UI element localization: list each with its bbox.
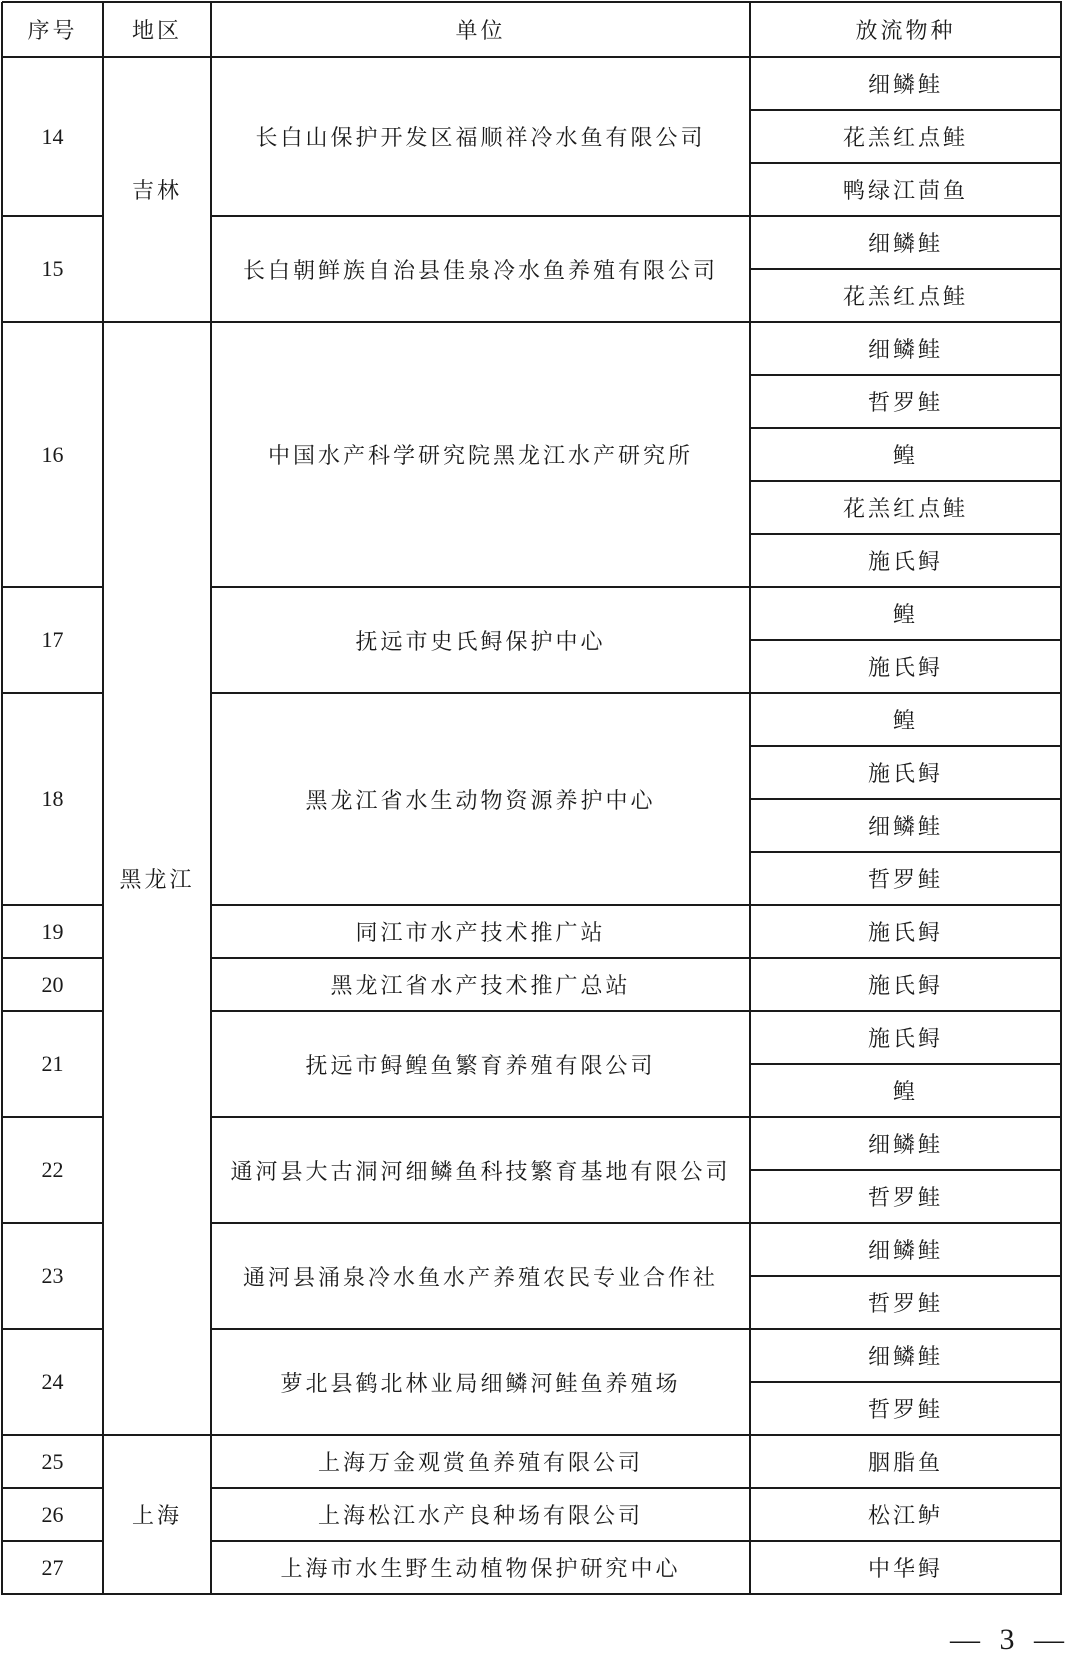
- row-number: 23: [41, 1263, 64, 1288]
- species-name: 胭脂鱼: [867, 1451, 943, 1476]
- row-number: 26: [41, 1501, 64, 1527]
- species-name: 松江鲈: [867, 1504, 943, 1529]
- unit-name: 中国水产科学研究院黑龙江水产研究所: [267, 444, 693, 469]
- species-name: 细鳞鲑: [867, 73, 943, 98]
- unit-name: 黑龙江省水产技术推广总站: [330, 974, 631, 999]
- unit-name: 同江市水产技术推广站: [355, 921, 606, 946]
- species-name: 施氏鲟: [867, 550, 943, 575]
- row-number: 14: [41, 123, 64, 149]
- table-rule: [750, 745, 1062, 747]
- unit-name: 长白朝鲜族自治县佳泉冷水鱼养殖有限公司: [242, 258, 718, 284]
- row-number: 17: [41, 627, 64, 652]
- species-name: 哲罗鲑: [867, 1292, 943, 1317]
- row-number: 19: [41, 918, 64, 944]
- table-rule: [750, 798, 1062, 800]
- species-name: 鳇: [892, 709, 918, 734]
- table-rule: [750, 374, 1062, 376]
- unit-name: 上海松江水产良种场有限公司: [317, 1504, 643, 1529]
- table-rule: [2, 56, 1062, 58]
- unit-name: 通河县涌泉冷水鱼水产养殖农民专业合作社: [242, 1265, 718, 1291]
- species-name: 鳇: [892, 1080, 918, 1105]
- species-name: 鳇: [892, 603, 918, 628]
- species-name: 哲罗鲑: [867, 391, 943, 416]
- region-name: 上海: [131, 1504, 182, 1529]
- row-number: 25: [41, 1448, 64, 1474]
- row-number: 24: [41, 1369, 64, 1394]
- species-name: 细鳞鲑: [867, 815, 943, 840]
- column-header: 地区: [131, 19, 182, 44]
- row-number: 15: [41, 256, 64, 281]
- species-name: 花羔红点鲑: [842, 497, 968, 522]
- table-rule: [750, 533, 1062, 535]
- region-name: 黑龙江: [119, 868, 195, 893]
- species-name: 中华鲟: [867, 1557, 943, 1582]
- species-name: 细鳞鲑: [867, 1239, 943, 1264]
- species-name: 施氏鲟: [867, 1027, 943, 1052]
- unit-name: 抚远市鲟鳇鱼繁育养殖有限公司: [305, 1053, 656, 1079]
- table-rule: [2, 1, 1062, 3]
- species-name: 施氏鲟: [867, 762, 943, 787]
- table-rule: [750, 427, 1062, 429]
- table-rule: [750, 268, 1062, 270]
- species-name: 细鳞鲑: [867, 338, 943, 363]
- unit-name: 通河县大古洞河细鳞鱼科技繁育基地有限公司: [230, 1159, 731, 1185]
- table-rule: [750, 1063, 1062, 1065]
- unit-name: 抚远市史氏鲟保护中心: [355, 629, 606, 655]
- table-rule: [750, 162, 1062, 164]
- page-number: — 3 —: [950, 1623, 1070, 1656]
- row-number: 16: [41, 441, 64, 467]
- table-rule: [1, 2, 3, 1595]
- species-name: 花羔红点鲑: [842, 285, 968, 310]
- species-name: 施氏鲟: [867, 921, 943, 946]
- table-rule: [750, 1381, 1062, 1383]
- species-name: 鸭绿江茴鱼: [842, 179, 968, 204]
- row-number: 20: [41, 971, 64, 997]
- table-rule: [749, 2, 751, 1595]
- species-name: 花羔红点鲑: [842, 126, 968, 151]
- column-header: 放流物种: [855, 19, 956, 44]
- species-name: 细鳞鲑: [867, 1345, 943, 1370]
- table-rule: [750, 851, 1062, 853]
- species-name: 哲罗鲑: [867, 1186, 943, 1211]
- species-name: 施氏鲟: [867, 656, 943, 681]
- unit-name: 长白山保护开发区福顺祥冷水鱼有限公司: [255, 126, 706, 151]
- table-rule: [2, 1593, 1062, 1595]
- row-number: 27: [41, 1554, 64, 1580]
- table-rule: [750, 1275, 1062, 1277]
- table-rule: [210, 2, 212, 1595]
- species-name: 施氏鲟: [867, 974, 943, 999]
- table-rule: [750, 1169, 1062, 1171]
- unit-name: 黑龙江省水生动物资源养护中心: [305, 788, 656, 814]
- row-number: 22: [41, 1157, 64, 1182]
- species-name: 细鳞鲑: [867, 232, 943, 257]
- species-name: 哲罗鲑: [867, 1398, 943, 1423]
- unit-name: 上海市水生野生动植物保护研究中心: [280, 1557, 681, 1582]
- species-name: 哲罗鲑: [867, 868, 943, 893]
- unit-name: 上海万金观赏鱼养殖有限公司: [317, 1451, 643, 1476]
- unit-name: 萝北县鹤北林业局细鳞河鲑鱼养殖场: [280, 1371, 681, 1397]
- row-number: 21: [41, 1051, 64, 1076]
- row-number: 18: [41, 786, 64, 811]
- table-rule: [750, 480, 1062, 482]
- column-header: 序号: [27, 19, 78, 44]
- table-rule: [750, 109, 1062, 111]
- table-rule: [102, 2, 104, 1595]
- column-header: 单位: [455, 19, 506, 44]
- region-name: 吉林: [131, 179, 182, 204]
- species-name: 鳇: [892, 444, 918, 469]
- species-name: 细鳞鲑: [867, 1133, 943, 1158]
- table-rule: [1060, 2, 1062, 1595]
- table-rule: [750, 639, 1062, 641]
